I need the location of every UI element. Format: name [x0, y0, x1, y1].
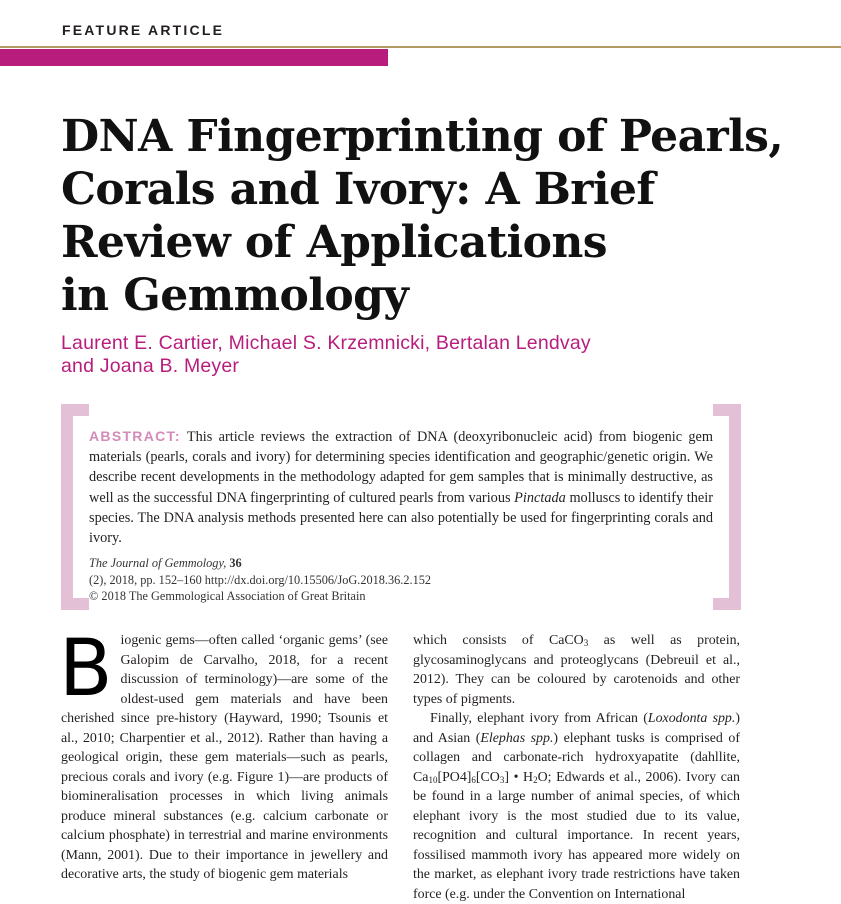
body-text: [PO4] — [437, 769, 472, 785]
journal-volume: 36 — [226, 556, 242, 570]
subscript: 2 — [533, 774, 538, 785]
citation-line — [89, 555, 709, 588]
subscript: 3 — [583, 638, 589, 648]
body-text: ) and Asian ( — [413, 711, 740, 746]
species-name: Elephas spp. — [480, 730, 554, 746]
subscript: 10 — [428, 774, 438, 785]
body-text: ) elephant tusks is comprised of collagen and carbonate-rich hydroxyapatite (dahllite, Ca — [413, 730, 740, 785]
header-magenta-bar — [0, 49, 388, 66]
abstract-right-bracket — [713, 404, 741, 610]
header-gold-rule — [0, 46, 841, 48]
drop-cap: B — [59, 624, 113, 714]
subscript: 3 — [499, 774, 505, 785]
body-paragraph — [413, 631, 740, 709]
body-text: Finally, elephant ivory from African ( — [430, 711, 648, 726]
body-paragraph — [413, 709, 740, 904]
author-list — [61, 332, 591, 378]
abstract-text — [89, 426, 713, 548]
body-text: which consists of CaCO — [413, 633, 584, 648]
article-title — [61, 110, 801, 322]
body-text: ] • H — [504, 769, 534, 785]
body-column-right — [413, 631, 740, 904]
abstract-body-part: This article reviews the extraction of DNA (deoxyribonucleic acid) from biogenic gem materials (pearls, corals and ivory) for determining species identification and geographic/genetic origin. We describe recent developments in the methodology adapted for gem samples that is minimally destructive, as well as the successful DNA fingerprinting of cultured pearls from various — [89, 429, 713, 506]
body-text: iogenic gems—often called ‘organic gems’ (see Galopim de Carvalho, 2018, for a recent discussion of terminology)—are some of the oldest-used gem materials and have been cherished since pre-history (Hayward, 1990; Tsounis et al., 2010; Charpentier et al., 2012). Rather than having a geological origin, these gem materials—such as pearls, precious corals and ivory (e.g. Figure 1)—are products of biomineralisation processes in which living animals produce mineral substances (e.g. calcium carbonate or calcium phosphate) in terrestrial and marine environments (Mann, 2001). Due to their importance in jewellery and decorative arts, the study of biogenic gem materials — [61, 633, 388, 882]
title-line: DNA Fingerprinting of Pearls, — [61, 111, 784, 162]
body-column-left — [59, 624, 388, 885]
citation-details[interactable]: (2), 2018, pp. 152–160 http://dx.doi.org/10.15506/JoG.2018.36.2.152 — [89, 572, 432, 587]
species-name: Loxodonta spp. — [647, 711, 736, 726]
title-line: Corals and Ivory: A Brief — [61, 164, 655, 215]
body-text: as well as protein, glycosaminoglycans and proteoglycans (Debreuil et al., 2012). They can be coloured by carotenoids and other types of pigments. — [413, 633, 740, 707]
subscript: 6 — [471, 774, 476, 785]
author-line: and Joana B. Meyer — [61, 355, 240, 377]
abstract-left-bracket — [61, 404, 89, 610]
title-line: Review of Applications — [61, 217, 607, 268]
section-label: FEATURE ARTICLE — [62, 22, 225, 38]
abstract-italic-term: Pinctada — [514, 489, 566, 506]
body-text: O; Edwards et al., 2006). Ivory can be found in a large number of animal species, of which elephant ivory is the most studied due to its value, recognition and cultural importance. In recent years, fossilised mammoth ivory has appeared more widely on the market, as elephant ivory trade restrictions have taken force (e.g. under the Convention on International — [413, 769, 740, 902]
abstract-body-part: molluscs to identify their species. The DNA analysis methods presented here can also potentially be used for fingerprinting corals and ivory. — [89, 489, 713, 547]
body-paragraph — [59, 624, 388, 885]
body-text: [CO — [475, 769, 500, 785]
journal-name[interactable]: The Journal of Gemmology, — [89, 556, 227, 570]
author-line: Laurent E. Cartier, Michael S. Krzemnicki, Bertalan Lendvay — [61, 332, 591, 354]
abstract-label: ABSTRACT: — [89, 428, 181, 444]
citation — [89, 555, 709, 605]
copyright-line: © 2018 The Gemmological Association of Great Britain — [89, 589, 366, 603]
title-line: in Gemmology — [61, 270, 409, 321]
abstract-box — [61, 404, 741, 610]
